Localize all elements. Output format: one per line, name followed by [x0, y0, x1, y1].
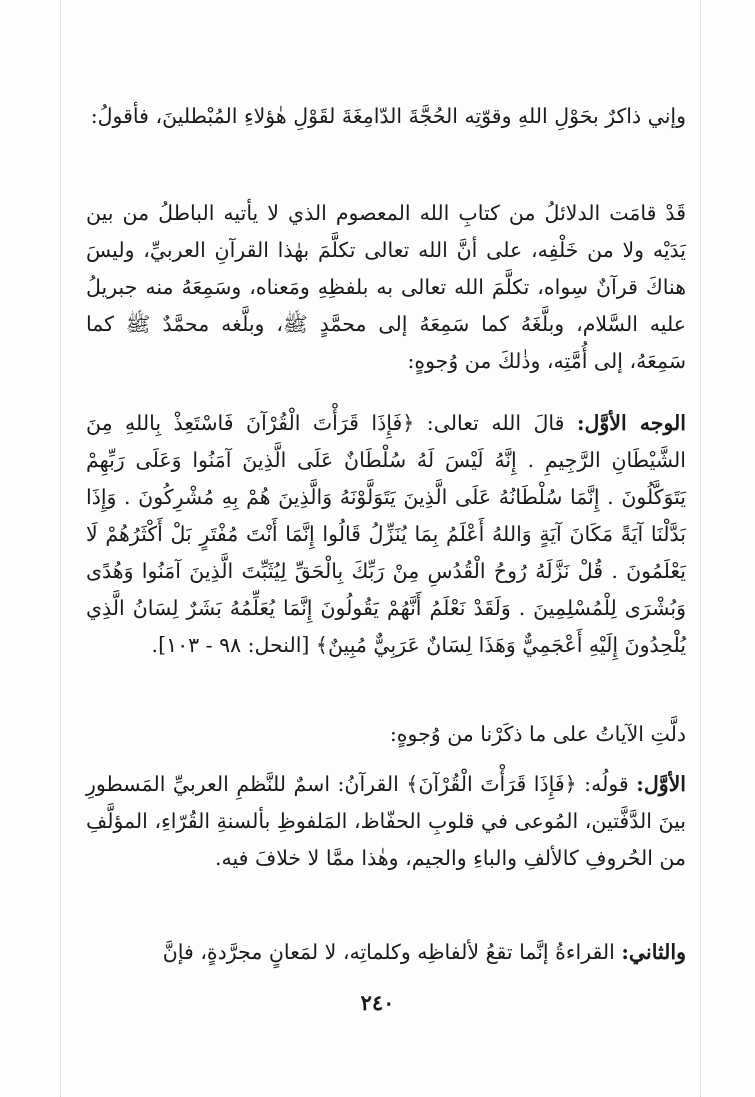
paragraph-lead: الأوَّل: [636, 772, 686, 796]
paragraph-text: قالَ الله تعالى: ﴿فَإِذَا قَرَأْتَ الْقُرْآنَ فَاسْتَعِذْ بِاللهِ مِنَ الشَّيْطَانِ الرَّجِيمِ . إِنَّهُ لَيْسَ لَهُ سُلْطَانٌ عَلَى الَّذِينَ آمَنُوا وَعَلَى رَبِّهِمْ يَتَوَكَّلُونَ . إِنَّمَا سُلْطَانُهُ عَلَى الَّذِينَ يَتَوَلَّوْنَهُ وَالَّذِينَ هُمْ بِهِ مُشْرِكُونَ . وَإِذَا بَدَّلْنَا آيَةً مَكَانَ آيَةٍ وَاللهُ أَعْلَمُ بِمَا يُنَزِّلُ قَالُوا إِنَّمَا أَنْتَ مُفْتَرٍ بَلْ أَكْثَرُهُمْ لَا يَعْلَمُونَ . قُلْ نَزَّلَهُ رُوحُ الْقُدُسِ مِنْ رَبِّكَ بِالْحَقِّ لِيُثَبِّتَ الَّذِينَ آمَنُوا وَهُدًى وَبُشْرَى لِلْمُسْلِمِينَ . وَلَقَدْ نَعْلَمُ أَنَّهُمْ يَقُولُونَ إِنَّمَا يُعَلِّمُهُ بَشَرٌ لِسَانُ الَّذِي يُلْحِدُونَ إِلَيْهِ أَعْجَمِيٌّ وَهَذَا لِسَانٌ عَرَبِيٌّ مُبِينٌ﴾ [النحل: ٩٨ - ١٠٣]. [86, 411, 686, 657]
paragraph-text: قَدْ قامَت الدلائلُ من كتابِ الله المعصوم الذي لا يأتيه الباطلُ من بين يَدَيْه ولا من خَلْفِه، على أنَّ الله تعالى تكلَّمَ بهٰذا القرآنِ العربيِّ، وليسَ هناكَ قرآنٌ سِواه، تكلَّمَ الله تعالى به بلفظِهِ ومَعناه، وسَمِعَهُ منه جبريلُ عليه السَّلام، وبلَّغَهُ كما سَمِعَهُ إلى محمَّدٍ ﷺ، وبلَّغه محمَّدٌ ﷺ كما سَمِعَهُ، إلى أُمَّتِه، وذٰلكَ من وُجوهٍ: [86, 201, 686, 373]
paragraph-lead: والثاني: [621, 940, 686, 964]
paragraph-text: دلَّتِ الآياتُ على ما ذكَرْنا من وُجوهٍ: [389, 722, 686, 746]
left-margin-guide [60, 0, 61, 1097]
paragraph-evidence [86, 195, 686, 380]
paragraph-verses-indicate [86, 716, 686, 753]
paragraph-first-aspect [86, 405, 686, 664]
paragraph-intro [86, 98, 686, 135]
paragraph-first [86, 766, 686, 877]
paragraph-text: وإني ذاكرٌ بحَوْلِ اللهِ وقوّتِه الحُجَّةَ الدّامِغَةَ لقَوْلِ هٰؤلاءِ المُبْطلينَ، فأقولُ: [90, 104, 686, 128]
paragraph-text: القراءةُ إنَّما تقعُ لألفاظِه وكلماتِه، لا لمَعانٍ مجرَّدةٍ، فإنَّ [162, 940, 615, 964]
paragraph-text: قولُه: ﴿فَإِذَا قَرَأْتَ الْقُرْآنَ﴾ القرآنُ: اسمٌ للنَّظمِ العربيِّ المَسطورِ بينَ الدَّفَّتين، المُوعى في قلوبِ الحفّاظ، المَلفوظِ بألسنةِ القُرّاءِ، المؤلَّفِ من الحُروفِ كالألفِ والباءِ والجيم، وهٰذا ممَّا لا خلافَ فيه. [86, 772, 686, 870]
paragraph-second [86, 934, 686, 971]
right-margin-guide [700, 0, 701, 1097]
page-number: ٢٤٠ [360, 990, 395, 1015]
paragraph-lead: الوجه الأوَّل: [576, 411, 686, 435]
